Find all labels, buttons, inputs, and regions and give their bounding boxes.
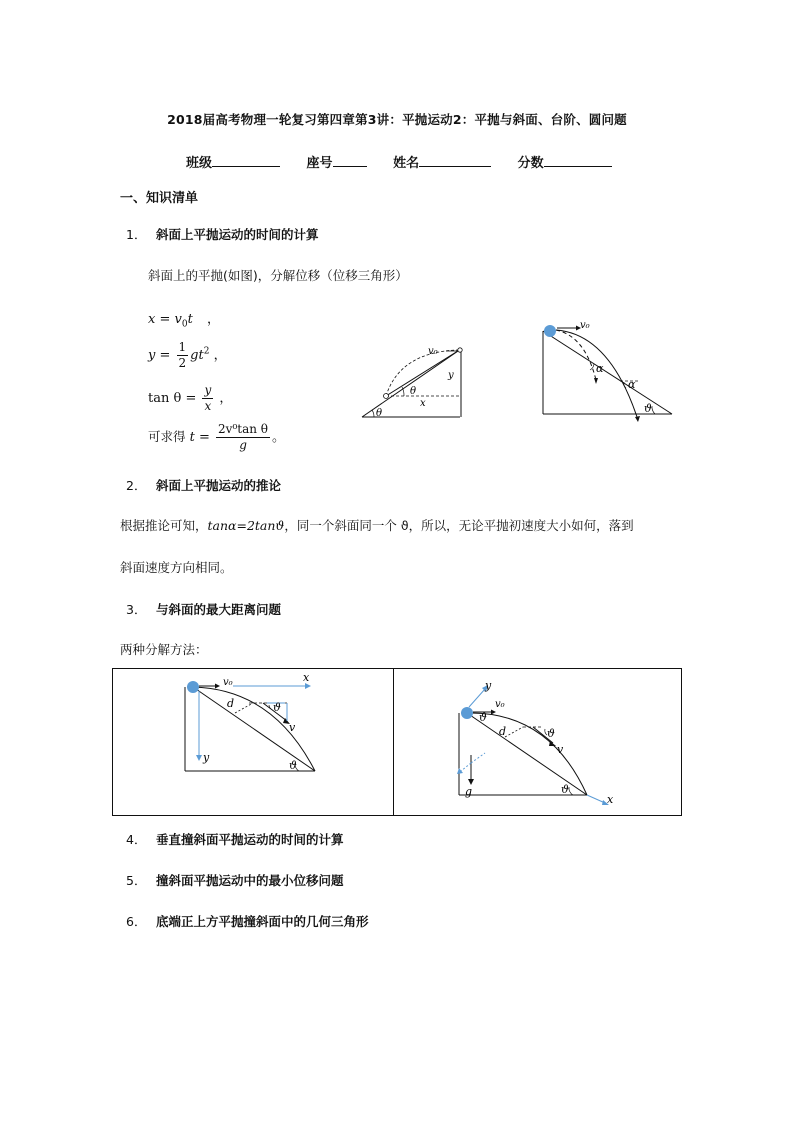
ball [544, 325, 556, 337]
v-label: v [289, 721, 296, 734]
v0-label: v₀ [223, 677, 233, 688]
theta-bottom-label: θ [376, 408, 383, 419]
item-6-heading: 6． 底端正上方平抛撞斜面中的几何三角形 [126, 914, 369, 929]
ball [187, 681, 199, 693]
y-axis-label: y [203, 751, 210, 764]
decomposition-method-1-figure [173, 673, 333, 779]
y-label: y [448, 370, 454, 381]
class-field[interactable]: 班级 [186, 152, 280, 171]
alpha-label: α [596, 362, 604, 375]
decomposition-figures-box [112, 668, 682, 816]
d-label: d [227, 697, 235, 710]
g-label: g [465, 785, 473, 798]
x-axis-label: x [607, 793, 614, 806]
incline-line [467, 713, 587, 795]
item-1-intro: 斜面上的平抛(如图)，分解位移（位移三角形） [148, 268, 408, 283]
y-axis-label: y [485, 679, 492, 692]
item-5-heading: 5． 撞斜面平抛运动中的最小位移问题 [126, 873, 344, 888]
trajectory-slow [556, 330, 596, 380]
item-2-heading: 2． 斜面上平抛运动的推论 [126, 478, 282, 493]
trajectory-fast [556, 330, 638, 420]
ball [461, 707, 473, 719]
launch-point [384, 394, 389, 399]
item-1-heading: 1． 斜面上平抛运动的时间的计算 [126, 227, 319, 242]
equation-y: y = $\frac{1}{2}$ $gt^2$ ， [148, 340, 227, 370]
theta-velocity-label: ϑ [547, 727, 555, 740]
seat-field[interactable]: 座号 [307, 152, 367, 171]
landing-point [458, 348, 462, 352]
decomposition-method-2-figure [447, 675, 619, 809]
theta-top-label: θ [410, 386, 417, 397]
v0-label: v₀ [495, 699, 505, 710]
item-2-line-2: 斜面速度方向相同。 [120, 560, 233, 575]
d-label: d [499, 725, 507, 738]
item-3-intro: 两种分解方法： [120, 642, 208, 657]
equation-tan: tan θ = $\frac{y}{x}$ ， [148, 383, 233, 413]
name-field[interactable]: 姓名 [393, 152, 491, 171]
incline-displacement-figure [360, 340, 472, 422]
equation-x: $x = v_0t$ ， [148, 312, 220, 330]
incline-velocity-figure [540, 316, 680, 422]
theta-top-label: ϑ [479, 711, 487, 724]
item-2-line-1: 根据推论可知，tanα=2tanϑ，同一个斜面同一个 ϑ，所以，无论平抛初速度大小如何，落到 [120, 518, 634, 533]
section-heading: 一、知识清单 [120, 191, 199, 206]
v-label: v [557, 743, 564, 756]
x-label: x [420, 398, 426, 409]
theta-velocity-label: ϑ [273, 701, 281, 714]
item-4-heading: 4． 垂直撞斜面平抛运动的时间的计算 [126, 832, 344, 847]
equation-t: 可求得 t = $\frac{\text{2v⁰tan θ}}{g}$ 。 [148, 422, 286, 452]
theta-bottom-label: ϑ [561, 783, 569, 796]
page-title: 2018届高考物理一轮复习第四章第3讲：平抛运动2：平抛与斜面、台阶、圆问题 [167, 112, 627, 127]
item-3-heading: 3． 与斜面的最大距离问题 [126, 602, 282, 617]
v0-label: v₀ [428, 346, 438, 357]
v0-label: v₀ [580, 320, 590, 331]
incline-line [362, 349, 461, 417]
x-axis-label: x [303, 673, 310, 684]
alpha2-label: α [628, 378, 636, 391]
theta-bottom-label: ϑ [289, 759, 297, 772]
incline-line [543, 331, 672, 414]
score-field[interactable]: 分数 [518, 152, 612, 171]
student-info-row [186, 152, 634, 171]
theta-label: ϑ [644, 402, 652, 415]
